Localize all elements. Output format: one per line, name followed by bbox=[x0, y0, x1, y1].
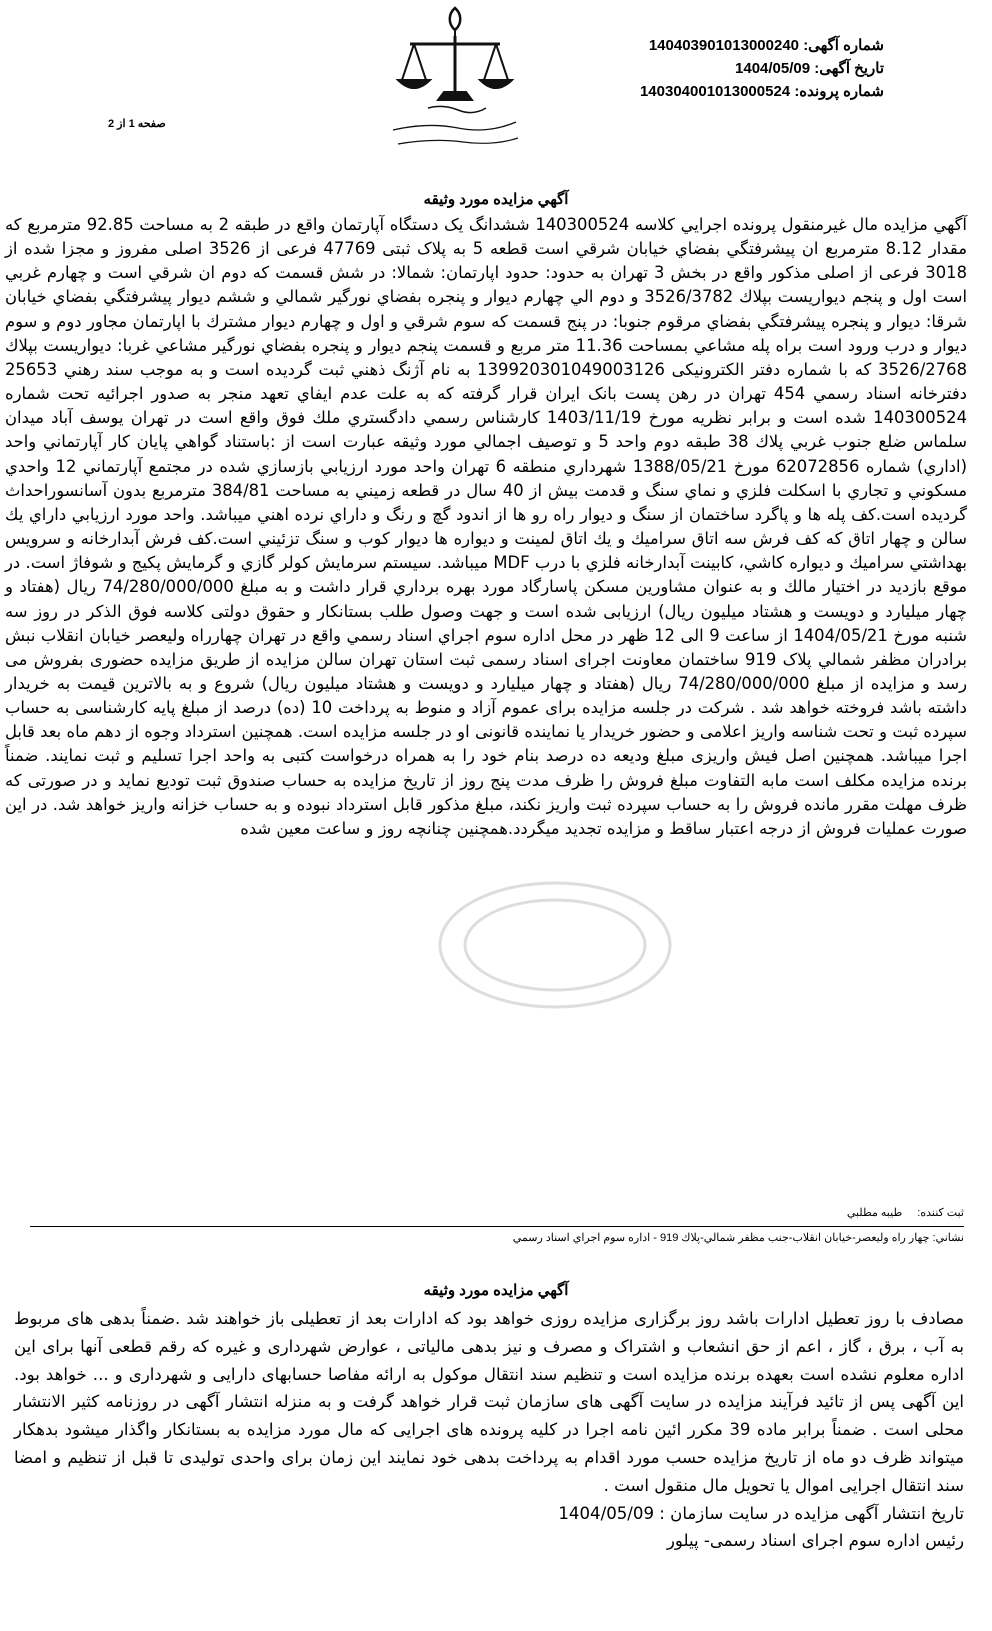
registrar-name: طيبه مطلبي bbox=[846, 1207, 903, 1219]
file-number: 140304001013000524 bbox=[639, 83, 791, 100]
registrar bbox=[847, 1206, 964, 1219]
ad-date-label: تاریخ آگهی: bbox=[814, 60, 884, 77]
ad-number: 140403901013000240 bbox=[648, 37, 800, 54]
divider bbox=[30, 1226, 964, 1227]
publish-date-line: تاریخ انتشار آگهی مزایده در سایت سازمان : 1404/05/09 bbox=[558, 1503, 964, 1523]
ad-metadata bbox=[640, 34, 884, 103]
section2-content bbox=[14, 1305, 964, 1555]
ad-date: 1404/05/09 bbox=[735, 60, 811, 77]
file-number-row bbox=[640, 80, 884, 103]
file-number-label: شماره پرونده: bbox=[794, 83, 884, 100]
signature-line: رئیس اداره سوم اجرای اسناد رسمی- پیلور bbox=[666, 1531, 964, 1551]
office-address: نشاني: چهار راه وليعصر-خيابان انقلاب-جنب مظفر شمالي-پلاك 919 - اداره سوم اجراي اسناد رسمي bbox=[512, 1232, 964, 1244]
page-indicator: صفحه 1 از 2 bbox=[108, 118, 166, 130]
registrar-label: ثبت كننده: bbox=[917, 1207, 964, 1219]
ad-number-label: شماره آگهی: bbox=[803, 37, 884, 54]
watermark-seal-icon bbox=[430, 870, 680, 1020]
judiciary-emblem-icon bbox=[388, 4, 523, 154]
section1-body: آگهي مزايده مال غيرمنقول پرونده اجرايي كلاسه 140300524 ششدانگ يک دستگاه آپارتمان واقع در طبقه 2 به مساحت 92.85 مترمربع که مقدار 8.12 مترمربع ان پیشرفتگي بفضاي خيابان شرقي است قطعه 5 به پلاک ثبتی 47769 فرعی از 3526 اصلی مفروز و مجزا شده از 3018 فرعی از اصلی مذکور واقع در بخش 3 تهران به حدود: حدود اپارتمان: شمالا: در شش قسمت كه دوم ان شرقي است و چهارم غربي است اول و پنجم ديواريست بپلاك 3526/3782 و دوم الي چهارم ديوار و پنجره بفضاي نورگير شمالي و ششم ديوار پيشرفتگي بفضاي خيابان شرقا: ديوار و پنجره پيشرفتگي بفضاي مرقوم جنوبا: در پنج قسمت كه سوم شرقي و اول و چهارم ديوار مشترك با اپارتمان مجاور دوم و سوم ديوار و درب ورود است براه پله مشاعي بمساحت 11.36 متر مربع و قسمت پنجم ديوار و پنجره بفضاي نورگير مشاعي غربا: ديواريست بپلاك 3526/2768 كه با شماره دفتر الکترونیکی 139920301049003126 به نام آژنگ ذهني ثبت گرديده است و به موجب سند رهني 25653 دفترخانه اسناد رسمي 454 تهران در رهن پست بانک ايران قرار گرفته كه به علت عدم ايفاي تعهد منجر به صدور اجرائيه تحت شماره 140300524 شده است و برابر نظريه مورخ 1403/11/19 كارشناس رسمي دادگستري ملك فوق واقع است در تهران يوسف آباد ميدان سلماس ضلع جنوب غربي پلاك 38 طبقه دوم واحد 5 و توصيف اجمالي مورد وثيقه عبارت است از :باستناد گواهي پايان كار آپارتماني واحد (اداري) شماره 62072856 مورخ 1388/05/21 شهرداري منطقه 6 تهران واحد مورد ارزيابي بازسازي شده در مجتمع آپارتماني 12 واحدي مسكوني و تجاري با اسكلت فلزي و نماي سنگ و قدمت بيش از 40 سال در قطعه زميني به مساحت 384/81 مترمربع بدون آسانسوراحداث گرديده است.كف پله ها و پاگرد ساختمان از سنگ و ديوار راه رو ها از اندود گچ و رنگ و داراي نرده اهني ميباشد. واحد مورد ارزيابي داراي يك سالن و چهار اتاق كه كف فرش سه اتاق سراميك و يك اتاق لمينت و ديواره ها ديوار كوب و سنگ تزئيني است.كف فرش آبدارخانه و سرويس بهداشتي سراميك و ديواره كاشي، كابينت آبدارخانه فلزي با درب MDF ميباشد. سيستم سرمايش كولر گازي و گرمايش پكيج و شوفاژ است. در موقع بازديد در اختيار مالك و به عنوان مشاورين مسكن پاسارگاد مورد بهره برداري قرار داشت و به مبلغ 74/280/000/000 ريال (هفتاد و چهار ميليارد و دويست و هشتاد ميليون ريال) ارزيابی شده است و جهت وصول طلب بستانكار و حقوق دولتی کلاسه فوق الذکر در روز سه شنبه مورخ 1404/05/21 از ساعت 9 الی 12 ظهر در محل اداره سوم اجراي اسناد رسمي واقع در تهران چهارراه وليعصر خيابان انقلاب نبش برادران مظفر شمالي پلاک 919 ساختمان معاونت اجرای اسناد رسمی ثبت استان تهران سالن مزایده از طریق مزایده حضوری بفروش می رسد و مزایده از مبلغ 74/280/000/000 ريال (هفتاد و چهار ميليارد و دويست و هشتاد ميليون ريال) شروع و به بالاترین قیمت به خریدار داشته باشد فروخته خواهد شد . شرکت در جلسه مزایده برای عموم آزاد و منوط به پرداخت 10 (ده) درصد از مبلغ پایه کارشناسی به حساب سپرده ثبت و تحت شناسه واریز اعلامی و حضور خریدار یا نماینده قانونی او در جلسه مزایده است. همچنین استرداد وجوه از دهم ماه بعد قابل اجرا میباشد. همچنین اصل فیش واریزی مبلغ ودیعه ده درصد بنام خود را به همراه درخواست کتبی به واحد اجرا تسلیم و ثبت نمایند. ضمناً برنده مزایده مکلف است مابه التفاوت مبلغ فروش را ظرف مدت پنج روز از تاریخ مزایده به حساب صندوق ثبت تودیع نماید و در صورتی که ظرف مهلت مقرر مانده فروش را به حساب سپرده ثبت واریز نکند، مبلغ مذکور قابل استرداد نبوده و به حساب خزانه واریز خواهد شد. در این صورت عملیات فروش از درجه اعتبار ساقط و مزایده تجدید میگردد.همچنین چنانچه روز و ساعت معین شده bbox=[5, 215, 968, 838]
section1-title: آگهي مزايده مورد وثيقه bbox=[423, 191, 569, 208]
section2-title: آگهي مزايده مورد وثيقه bbox=[423, 1282, 569, 1299]
section2-body: مصادف با روز تعطیل ادارات باشد روز برگزاری مزایده روزی خواهد بود که ادارات بعد از تعطیلی باز خواهند شد .ضمناً بدهی های مربوط به آب ، برق ، گاز ، اعم از حق انشعاب و اشتراک و مصرف و نیز بدهی مالیاتی ، عوارض شهرداری و غیره که رقم قطعی آنها برای این اداره معلوم نشده است بعهده برنده مزایده است و تنظیم سند انتقال موکول به ارائه مفاصا حسابهای دارایی و شهرداری و ... خواهد بود. این آگهی پس از تائید فرآیند مزایده در سایت آگهی های سازمان ثبت قرار خواهد گرفت و به منزله انتشار آگهی در روزنامه کثیر الانتشار محلی است . ضمناً برابر ماده 39 مکرر ائین نامه اجرا در کلیه پرونده های اجرایی که مال مورد مزایده به بستانکار واگذار میشود بدهکار میتواند ظرف دو ماه از تاریخ مزایده حسب مورد اقدام به پرداخت بدهی خود نمایند این زمان برای واحدی تولیدی تا قبل از تنظیم و امضا سند انتقال اجرایی اموال یا تحویل مال منقول است . bbox=[14, 1309, 964, 1495]
ad-date-row bbox=[640, 57, 884, 80]
ad-number-row bbox=[640, 34, 884, 57]
